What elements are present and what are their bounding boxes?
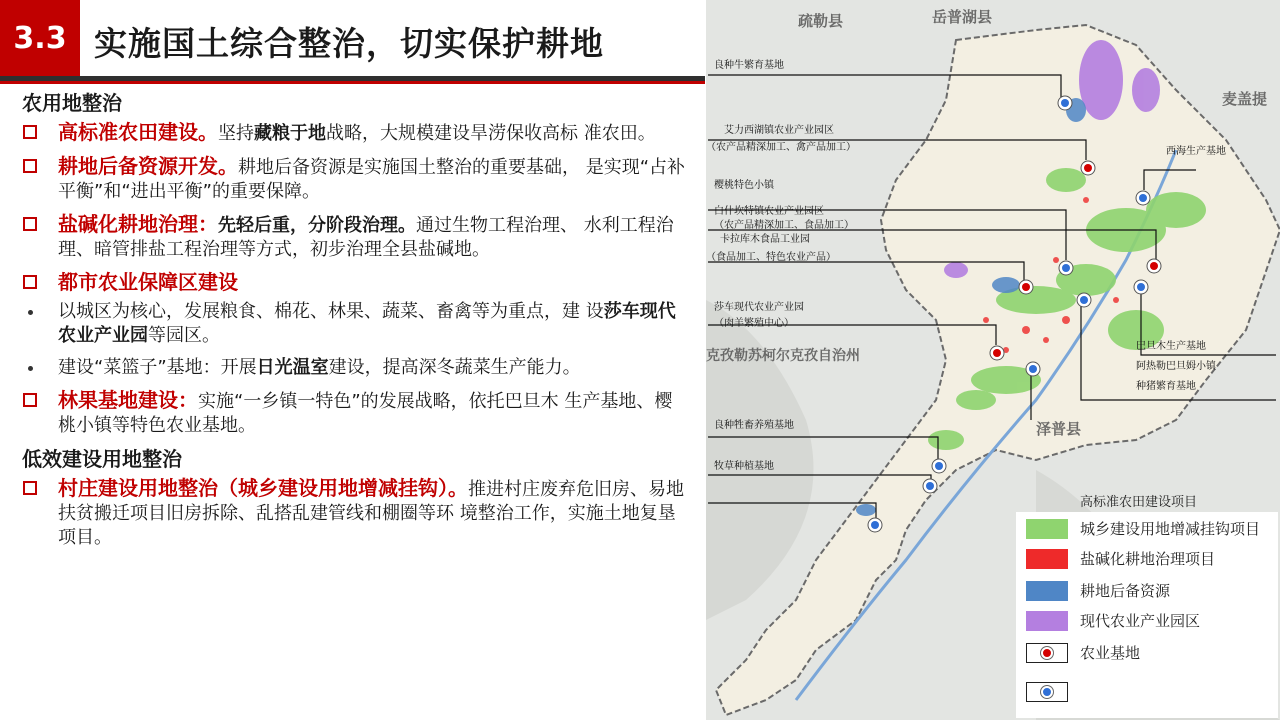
item-label: 林果基地建设： [58, 388, 198, 412]
label-xihai-base: 西海生产基地 [1166, 146, 1226, 157]
legend-title: 高标准农田建设项目 [1080, 495, 1198, 510]
place-zepu: 泽普县 [1036, 420, 1082, 438]
label-cattle-base: 良种牛繁育基地 [714, 60, 784, 71]
bullet-vegetable-basket [22, 356, 687, 380]
checkbox-bullet-icon [23, 125, 37, 139]
page-title: 实施国土综合整治，切实保护耕地 [94, 24, 604, 63]
label-kalakumu-park-desc: （食品加工、特色农业产品） [706, 252, 836, 263]
heading-farmland: 农用地整治 [22, 91, 122, 115]
item-label: 盐碱化耕地治理： [58, 212, 218, 236]
label-shache-park-desc: （肉羊繁殖中心） [714, 318, 794, 329]
item-text: 坚持 [218, 123, 254, 144]
label-livestock-base: 良种牲畜养殖基地 [714, 420, 794, 431]
label-baishikante-park-desc: （农产品精深加工、食品加工） [714, 220, 854, 231]
label-ailixihu-park-desc: （农产品精深加工、禽产品加工） [706, 142, 856, 153]
item-orchard-base [22, 388, 687, 438]
label-pig-base: 种猪繁育基地 [1136, 381, 1196, 392]
place-shule: 疏勒县 [798, 12, 844, 30]
bullet-text: 以城区为核心，发展粮食、棉花、林果、蔬菜、畜禽等为重点，建 设 [58, 301, 604, 322]
legend-item [1026, 642, 1140, 663]
place-yuepuhu: 岳普湖县 [932, 8, 993, 26]
label-cherry-town: 樱桃特色小镇 [714, 180, 774, 191]
item-text: 实施“一乡镇一特色”的发展战略，依托巴旦木 生产基地、樱桃小镇等特色农业基地。 [58, 391, 673, 436]
dot-bullet-icon [28, 310, 33, 315]
legend-marker-red-icon [1026, 643, 1068, 663]
label-arele-town: 阿热勒巴旦姆小镇 [1136, 361, 1216, 372]
label-ailixihu-park: 艾力西湖镇农业产业园区 [724, 125, 834, 136]
section-number: 3.3 [13, 20, 67, 56]
item-text: 耕地后备资源是实施国土整治的重要基础， 是实现“占补平衡”和“进出平衡”的重要保障。 [58, 157, 686, 202]
section-number-badge [0, 0, 80, 76]
bullet-text: 建设“菜篮子”基地：开展 [58, 357, 257, 378]
legend-item [1026, 682, 1080, 702]
item-label: 高标准农田建设。 [58, 120, 218, 144]
label-shache-park: 莎车现代农业产业园 [714, 302, 804, 313]
legend-label: 盐碱化耕地治理项目 [1080, 550, 1216, 568]
legend-marker-blue-icon [1026, 682, 1068, 702]
item-reserve-resources [22, 154, 687, 204]
map-legend [1016, 512, 1278, 718]
checkbox-bullet-icon [23, 481, 37, 495]
legend-item [1026, 580, 1170, 601]
item-label: 都市农业保障区建设 [58, 270, 238, 294]
legend-item [1026, 610, 1200, 631]
bullet-text: 建设，提高深冬蔬菜生产能力。 [328, 357, 581, 378]
checkbox-bullet-icon [23, 159, 37, 173]
place-kezhou: 克孜勒苏柯尔克孜自治州 [706, 348, 860, 364]
item-village-land [22, 476, 687, 550]
label-kalakumu-park: 卡拉库木食品工业园 [720, 234, 810, 245]
item-bold: 藏粮于地 [254, 123, 326, 144]
item-text: 通过生物工程治理、 水利工程治理、暗管排盐工程治理等方式，初步治理全县盐碱地。 [58, 215, 674, 260]
bullet-bold: 日光温室 [256, 357, 329, 378]
item-urban-agriculture [22, 270, 687, 296]
legend-swatch-red [1026, 549, 1068, 569]
bullet-bold: 莎车现代农业产业园 [58, 301, 676, 346]
item-text: 战略，大规模建设旱涝保收高标 准农田。 [326, 123, 656, 144]
legend-label: 城乡建设用地增减挂钩项目 [1080, 520, 1261, 538]
legend-label: 耕地后备资源 [1080, 582, 1171, 600]
legend-item [1026, 548, 1215, 569]
legend-swatch-blue [1026, 581, 1068, 601]
heading-construction-land: 低效建设用地整治 [22, 447, 182, 471]
bullet-text: 等园区。 [148, 325, 220, 346]
label-badanmu-base: 巴旦木生产基地 [1136, 341, 1206, 352]
item-bold: 先轻后重，分阶段治理。 [218, 215, 416, 236]
title-divider-accent [0, 81, 705, 84]
checkbox-bullet-icon [23, 393, 37, 407]
legend-item [1026, 518, 1260, 539]
text-column [22, 90, 687, 558]
item-saline-alkali [22, 212, 687, 262]
legend-swatch-purple [1026, 611, 1068, 631]
item-label: 村庄建设用地整治（城乡建设用地增减挂钩）。 [58, 476, 468, 500]
label-baishikante-park: 白什坎特镇农业产业园区 [714, 206, 824, 217]
item-high-standard-farmland [22, 120, 687, 146]
item-label: 耕地后备资源开发。 [58, 154, 238, 178]
legend-label: 现代农业产业园区 [1080, 612, 1201, 630]
checkbox-bullet-icon [23, 217, 37, 231]
checkbox-bullet-icon [23, 275, 37, 289]
bullet-city-core [22, 300, 687, 348]
legend-label: 农业基地 [1080, 644, 1141, 662]
label-forage-base: 牧草种植基地 [714, 461, 774, 472]
place-maigaiti: 麦盖提 [1222, 90, 1268, 108]
dot-bullet-icon [28, 366, 33, 371]
legend-swatch-green [1026, 519, 1068, 539]
item-text: 推进村庄废弃危旧房、易地扶贫搬迁项目旧房拆除、乱搭乱建管线和棚圈等环 境整治工作，实施土地复垦项目。 [58, 479, 684, 548]
